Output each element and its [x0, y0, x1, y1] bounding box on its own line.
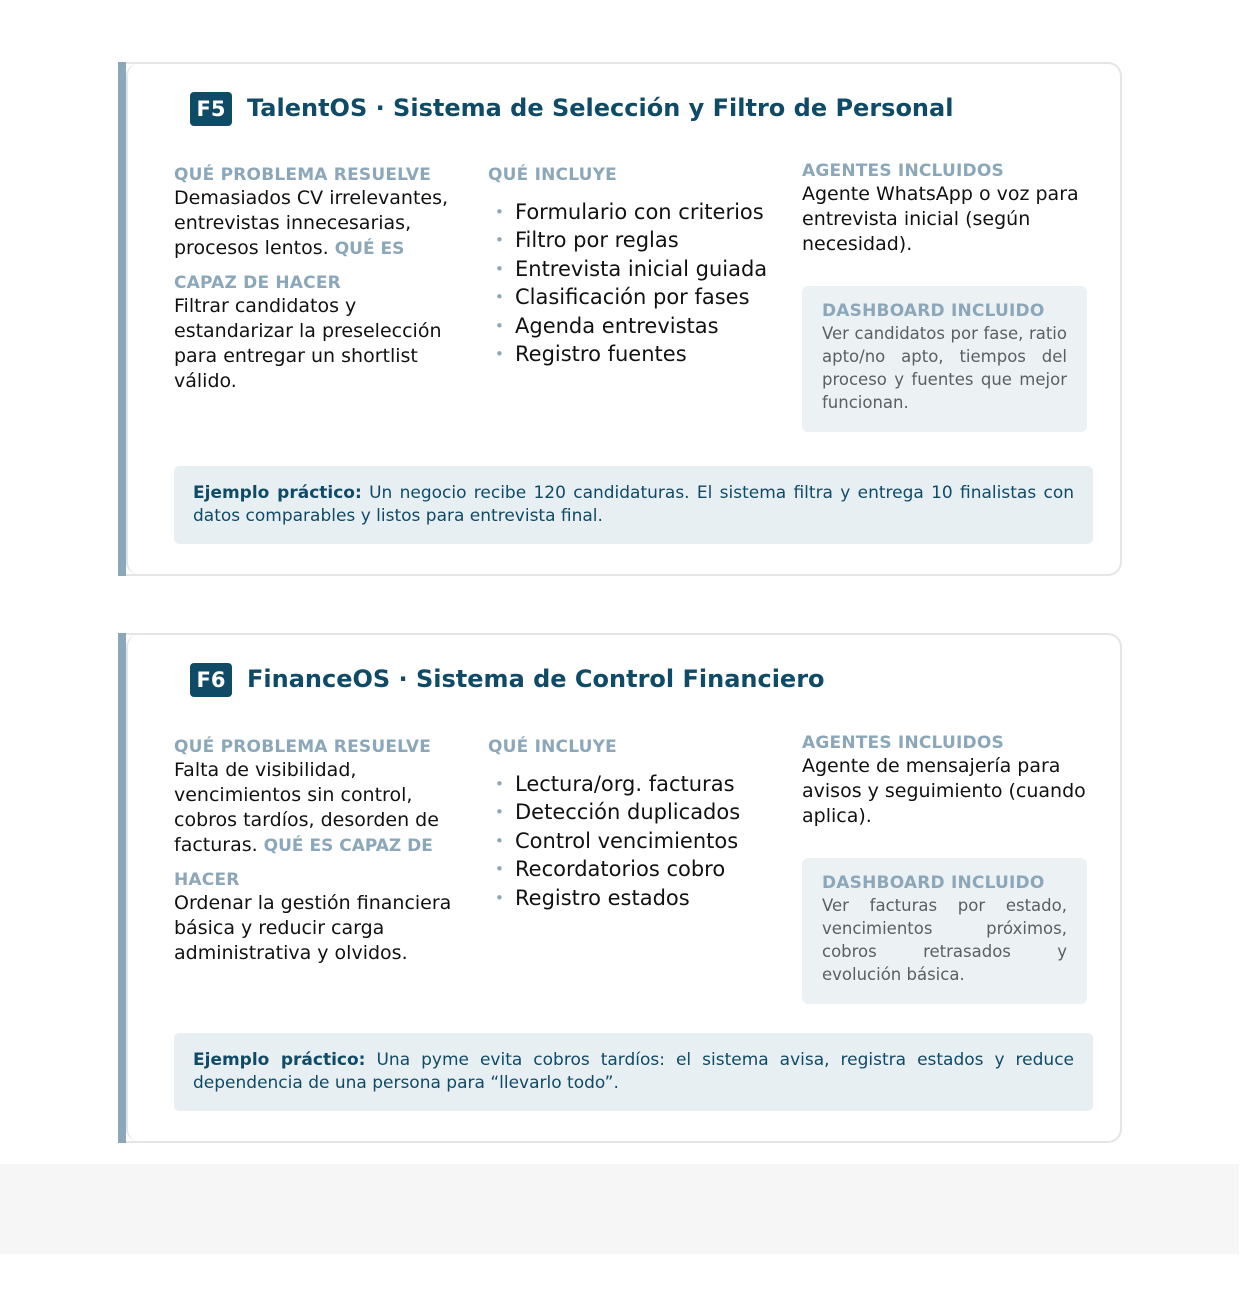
- capable-text: Ordenar la gestión financiera básica y reducir carga administrativa y olvidos.: [174, 892, 452, 964]
- agents-label: AGENTES INCLUIDOS: [802, 161, 1004, 181]
- list-item: • Registro fuentes: [488, 340, 788, 368]
- problem-label: QUÉ PROBLEMA RESUELVE: [174, 165, 432, 185]
- example-box: [174, 1033, 1093, 1111]
- dashboard-label: DASHBOARD INCLUIDO: [822, 301, 1045, 321]
- agents-text: Agente de mensajería para avisos y seguimiento (cuando aplica).: [802, 755, 1086, 827]
- includes-list: [488, 770, 788, 912]
- card-title: TalentOS · Sistema de Selección y Filtro de Personal: [247, 94, 954, 122]
- capable-text: Filtrar candidatos y estandarizar la preselección para entregar un shortlist válido.: [174, 295, 442, 392]
- system-card-f5: [118, 62, 1122, 576]
- system-card-f6: [118, 633, 1122, 1143]
- includes-column: [488, 164, 788, 368]
- code-badge: F5: [190, 92, 232, 126]
- list-item: • Lectura/org. facturas: [488, 770, 788, 798]
- includes-list: [488, 198, 788, 368]
- list-item: • Agenda entrevistas: [488, 312, 788, 340]
- problem-column: [174, 736, 464, 966]
- list-item: • Filtro por reglas: [488, 226, 788, 254]
- list-item: • Entrevista inicial guiada: [488, 255, 788, 283]
- list-item: • Recordatorios cobro: [488, 855, 788, 883]
- card-body: [126, 635, 1120, 1141]
- example-label: Ejemplo práctico:: [193, 1050, 366, 1070]
- capable-label-end: HACER: [174, 870, 240, 890]
- includes-label: QUÉ INCLUYE: [488, 737, 617, 757]
- dashboard-text: Ver facturas por estado, vencimientos próximos, cobros retrasados y evolución básica.: [822, 896, 1067, 984]
- example-text: Una pyme evita cobros tardíos: el sistema avisa, registra estados y reduce dependencia de una persona para “llevarlo todo”.: [193, 1050, 1075, 1093]
- agents-column: [802, 732, 1092, 829]
- capable-label-start: QUÉ ES CAPAZ DE: [263, 836, 433, 856]
- footer-band: [0, 1164, 1239, 1254]
- problem-text-block: [174, 186, 464, 262]
- example-label: Ejemplo práctico:: [193, 483, 362, 503]
- list-item: • Control vencimientos: [488, 827, 788, 855]
- problem-text: Demasiados CV irrelevantes, entrevistas innecesarias, procesos lentos.: [174, 187, 449, 259]
- problem-column: [174, 164, 464, 394]
- agents-text: Agente WhatsApp o voz para entrevista inicial (según necesidad).: [802, 183, 1079, 255]
- card-body: [126, 64, 1120, 574]
- problem-text: Falta de visibilidad, vencimientos sin control, cobros tardíos, desorden de facturas.: [174, 759, 439, 856]
- code-badge: F6: [190, 663, 232, 697]
- agents-column: [802, 160, 1092, 257]
- list-item: • Formulario con criterios: [488, 198, 788, 226]
- capable-label-start: QUÉ ES: [334, 239, 405, 259]
- dashboard-text: Ver candidatos por fase, ratio apto/no apto, tiempos del proceso y fuentes que mejor funcionan.: [822, 324, 1067, 412]
- card-title: FinanceOS · Sistema de Control Financiero: [247, 665, 825, 693]
- dashboard-label: DASHBOARD INCLUIDO: [822, 873, 1045, 893]
- list-item: • Registro estados: [488, 884, 788, 912]
- list-item: • Clasificación por fases: [488, 283, 788, 311]
- example-text: Un negocio recibe 120 candidaturas. El sistema filtra y entrega 10 finalistas con datos comparables y listos para entrevista final.: [193, 483, 1074, 526]
- dashboard-box: [802, 286, 1087, 432]
- agents-label: AGENTES INCLUIDOS: [802, 733, 1004, 753]
- example-box: [174, 466, 1093, 544]
- includes-label: QUÉ INCLUYE: [488, 165, 617, 185]
- problem-label: QUÉ PROBLEMA RESUELVE: [174, 737, 432, 757]
- list-item: • Detección duplicados: [488, 798, 788, 826]
- includes-column: [488, 736, 788, 912]
- capable-label-end: CAPAZ DE HACER: [174, 273, 341, 293]
- dashboard-box: [802, 858, 1087, 1004]
- problem-text-block: [174, 758, 464, 859]
